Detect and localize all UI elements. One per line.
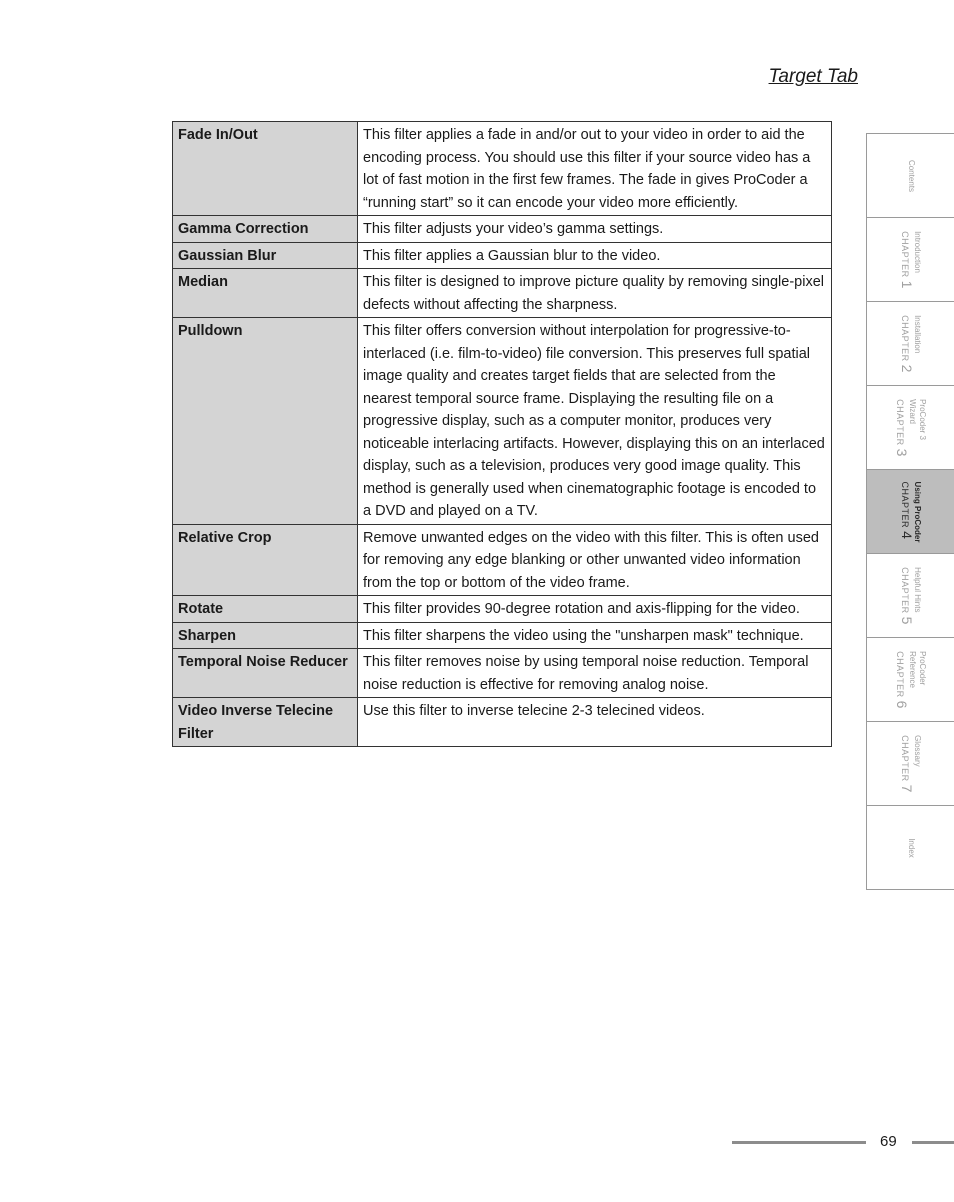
tab-chapter-7[interactable] [866, 722, 954, 806]
filter-description: Remove unwanted edges on the video with this filter. This is often used for removing any edge blanking or other unwanted video information from the top or bottom of the video frame. [358, 524, 832, 596]
tab-label: Using ProCoder [913, 481, 922, 543]
tab-label: Index [907, 838, 916, 858]
table-row [173, 524, 832, 596]
table-row [173, 242, 832, 269]
tab-chapter-number: 4 [899, 531, 915, 540]
tab-chapter-4[interactable] [866, 470, 954, 554]
table-row [173, 698, 832, 747]
tab-label: Helpful Hints [913, 567, 922, 613]
tab-label-line: ProCoder 3 [918, 399, 927, 441]
filter-description: This filter removes noise by using temporal noise reduction. Temporal noise reduction is effective for removing analog noise. [358, 649, 832, 698]
tab-label: Contents [907, 159, 916, 193]
table-row [173, 269, 832, 318]
page-number: 69 [880, 1133, 897, 1150]
tab-label-line: ProCoder [918, 651, 927, 686]
footer-rule-left [732, 1141, 866, 1144]
tab-contents[interactable] [866, 134, 954, 218]
tab-chapter-number: 6 [894, 700, 910, 709]
filter-name: Temporal Noise Reducer [173, 649, 358, 698]
table-row [173, 216, 832, 243]
tab-chapter-word: CHAPTER [900, 481, 910, 529]
tab-label: Glossary [913, 735, 922, 767]
tab-chapter-word: CHAPTER [900, 735, 910, 782]
table-row [173, 122, 832, 216]
filter-description: This filter sharpens the video using the "unsharpen mask" technique. [358, 622, 832, 649]
table-row [173, 649, 832, 698]
filter-name: Gaussian Blur [173, 242, 358, 269]
table-row [173, 318, 832, 525]
tab-chapter-2[interactable] [866, 302, 954, 386]
filter-name: Video Inverse Telecine Filter [173, 698, 358, 747]
section-title: Target Tab [768, 66, 858, 87]
tab-chapter-5[interactable] [866, 554, 954, 638]
filter-description: This filter applies a Gaussian blur to the video. [358, 242, 832, 269]
tab-label-line: Wizard [908, 399, 917, 424]
chapter-tabs [866, 133, 954, 890]
filter-description: This filter offers conversion without interpolation for progressive-to-interlaced (i.e. film-to-video) file conversion. This preserves full spatial image quality and creates target fields that are selected from the nearest temporal source frame. Displaying the resulting file on a progressive display, such as a computer monitor, produces very noticeable interlacing artifacts. However, displaying this on an interlaced display, such as a television, produces very good image quality. This method is generally used when cinematographic footage is encoded to a DVD and played on a TV. [358, 318, 832, 525]
tab-chapter-word: CHAPTER [900, 567, 910, 614]
tab-label: Introduction [913, 231, 922, 273]
filter-description: Use this filter to inverse telecine 2-3 telecined videos. [358, 698, 832, 747]
tab-chapter-number: 1 [899, 280, 915, 289]
filter-name: Rotate [173, 596, 358, 623]
tab-chapter-word: CHAPTER [895, 399, 905, 446]
tab-chapter-number: 3 [894, 448, 910, 457]
tab-chapter-word: CHAPTER [895, 651, 905, 698]
tab-chapter-word: CHAPTER [900, 315, 910, 362]
tab-chapter-3[interactable] [866, 386, 954, 470]
tab-chapter-number: 5 [899, 616, 915, 625]
filter-name: Gamma Correction [173, 216, 358, 243]
tab-index[interactable] [866, 806, 954, 890]
filter-name: Relative Crop [173, 524, 358, 596]
filter-description: This filter provides 90-degree rotation and axis-flipping for the video. [358, 596, 832, 623]
filter-name: Pulldown [173, 318, 358, 525]
table-row [173, 596, 832, 623]
tab-chapter-1[interactable] [866, 218, 954, 302]
tab-chapter-number: 7 [899, 784, 915, 793]
filter-description: This filter applies a fade in and/or out to your video in order to aid the encoding process. You should use this filter if your source video has a lot of fast motion in the first few frames. The fade in gives ProCoder a “running start” so it can encode your video more efficiently. [358, 122, 832, 216]
tab-label: Installation [913, 315, 922, 354]
filters-table [172, 121, 832, 747]
tab-chapter-number: 2 [899, 364, 915, 373]
tab-chapter-word: CHAPTER [900, 231, 910, 278]
tab-label-line: Reference [908, 651, 917, 689]
footer-rule-right [912, 1141, 954, 1144]
filter-name: Median [173, 269, 358, 318]
filter-description: This filter adjusts your video’s gamma settings. [358, 216, 832, 243]
tab-chapter-6[interactable] [866, 638, 954, 722]
table-row [173, 622, 832, 649]
filter-name: Fade In/Out [173, 122, 358, 216]
filter-name: Sharpen [173, 622, 358, 649]
filter-description: This filter is designed to improve picture quality by removing single-pixel defects without affecting the sharpness. [358, 269, 832, 318]
